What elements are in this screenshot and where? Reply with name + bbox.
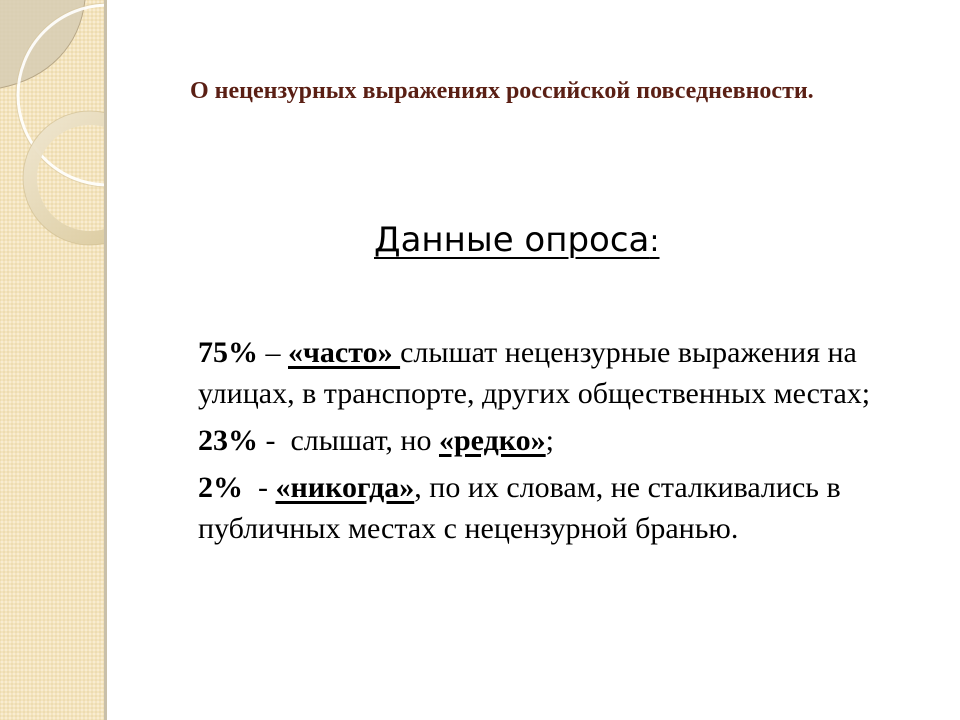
survey-item-rarely — [198, 420, 918, 461]
keyword: «редко» — [438, 424, 546, 457]
survey-item-never — [198, 467, 918, 549]
description: , по их словам, не сталкивались в публичных местах с нецензурной бранью. — [198, 471, 841, 545]
separator: - слышат, но — [258, 424, 439, 457]
percent-value: 75% — [198, 336, 258, 369]
survey-results — [198, 332, 918, 555]
separator: – — [258, 336, 288, 369]
survey-item-often — [198, 332, 918, 414]
keyword: «никогда» — [275, 471, 415, 504]
decorative-side-panel — [0, 0, 107, 720]
separator: - — [243, 471, 276, 504]
percent-value: 2% — [198, 471, 243, 504]
keyword: «часто» — [288, 336, 401, 369]
slide-title: О нецензурных выражениях российской повседневности. — [190, 78, 814, 104]
decorative-circles-icon — [0, 0, 104, 720]
description: слышат нецензурные выражения на улицах, в транспорте, других общественных местах; — [198, 336, 871, 410]
subtitle-colon: : — [649, 224, 660, 259]
slide-subtitle — [374, 220, 659, 260]
description: ; — [545, 424, 554, 457]
percent-value: 23% — [198, 424, 258, 457]
subtitle-text: Данные опроса — [374, 220, 650, 260]
